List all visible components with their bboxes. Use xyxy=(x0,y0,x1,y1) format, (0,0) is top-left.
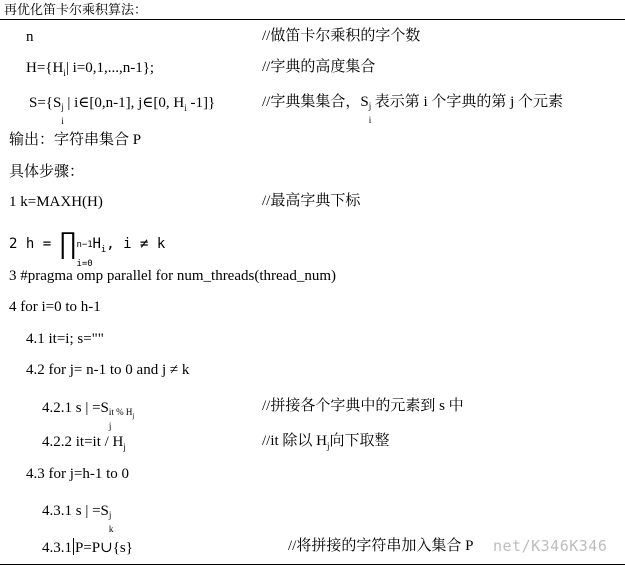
decl-H-comment: //字典的高度集合 xyxy=(262,59,376,75)
step-4-2: 4.2 for j= n-1 to 0 and j ≠ k xyxy=(26,362,190,378)
step-4-2-2-comment: //it 除以 $H_j$向下取整 xyxy=(262,433,390,451)
step-4-3-1: 4.3.1 s | =S j k xyxy=(42,503,114,534)
decl-S-comment: //字典集集合，S j i 表示第 i 个字典的第 j 个元素 xyxy=(262,94,564,125)
steps-title: 具体步骤： xyxy=(9,164,85,180)
step-4: 4 for i=0 to h-1 xyxy=(9,299,101,315)
decl-n-comment: //做笛卡尔乘积的字个数 xyxy=(262,28,421,44)
step-4-2-2: 4.2.2 $it=it / H_j$ xyxy=(42,434,126,452)
decl-H: $H=\{H_i|$ i=0,1,...,n-1}; xyxy=(26,60,155,78)
step-4-3: 4.3 for j=h-1 to 0 xyxy=(26,466,130,482)
watermark: net/K346K346 xyxy=(493,537,608,555)
top-divider xyxy=(0,19,625,20)
step-3: 3 #pragma omp parallel for num_threads(thread_num) xyxy=(9,268,336,284)
algorithm-title: 再优化笛卡尔乘积算法： xyxy=(4,2,148,17)
step-2: 2 h = ∏ n−1 i=0 $H_i$, i ≠ k xyxy=(9,227,166,269)
step-1: 1 k=MAXH(H) xyxy=(9,194,103,210)
bottom-divider xyxy=(0,564,625,565)
step-4-3-1-comment: //将拼接的字符串加入集合 P xyxy=(288,538,474,554)
step-4-3-1-add: 4.3.1 P=P∪{s} xyxy=(42,540,133,556)
step-1-comment: //最高字典下标 xyxy=(262,193,361,209)
text-cursor xyxy=(73,538,74,555)
output-line: 输出：字符串集合 P xyxy=(9,132,142,148)
step-4-2-1-comment: //拼接各个字典中的元素到 s 中 xyxy=(262,398,464,414)
decl-n: n xyxy=(26,29,34,45)
step-4-2-1: 4.2.1 s | =S it % $H_j$ j xyxy=(42,400,135,431)
decl-S: S={S j i | i∈[0,n-1], j∈[0, $H_i$ -1]} xyxy=(29,95,216,126)
step-4-1: 4.1 it=i; s="" xyxy=(26,331,104,347)
